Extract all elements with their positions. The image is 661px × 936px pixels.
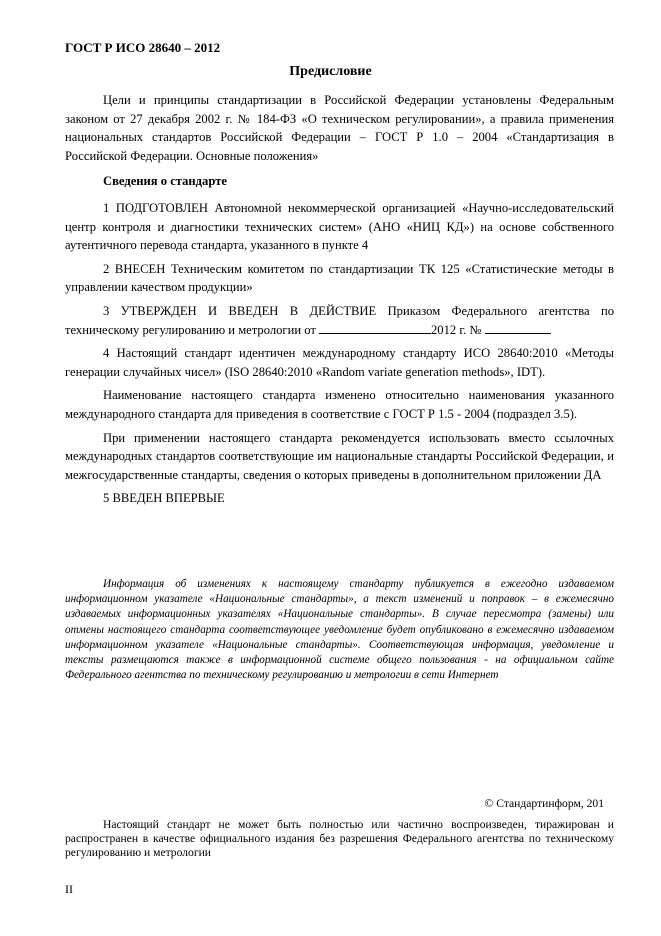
intro-paragraph: Цели и принципы стандартизации в Российской Федерации установлены Федеральным законом от 27 декабря 2002 г. № 184-ФЗ «О техническом регулировании», а правила применения национальных стандартов Российской Федерации – ГОСТ Р 1.0 – 2004 «Стандартизация в Российской Федерации. Основные положения» <box>65 93 614 163</box>
item-3-text-start: 3 УТВЕРЖДЕН И ВВЕДЕН В ДЕЙСТВИЕ Приказом Федерального агентства по техническому регулированию и метрологии от <box>65 303 614 337</box>
section-title: Сведения о стандарте <box>103 174 227 189</box>
item-4-paragraph: 4 Настоящий стандарт идентичен международному стандарту ИСО 28640:2010 «Методы генерации случайных чисел» (ISO 28640:2010 «Random variate generation methods», IDT). <box>65 346 614 379</box>
item-1-paragraph: 1 ПОДГОТОВЛЕН Автономной некоммерческой организацией «Научно-исследовательский центр контроля и диагностики технических систем» (АНО «НИЦ КД») на основе собственного аутентичного перевода стандарта, указанного в пункте 4 <box>65 200 614 253</box>
item-3-text-mid: 2012 г. № <box>431 322 482 337</box>
name-change-paragraph: Наименование настоящего стандарта изменено относительно наименования указанного международного стандарта для приведения в соответствие с ГОСТ Р 1.5 - 2004 (подраздел 3.5). <box>65 388 614 421</box>
reproduction-notice: Настоящий стандарт не может быть полностью или частично воспроизведен, тиражирован и распространен в качестве официального издания без разрешения Федерального агентства по техническому регулированию и метрологии <box>65 818 614 860</box>
changes-info-note: Информация об изменениях к настоящему стандарту публикуется в ежегодно издаваемом информационном указателе «Национальные стандарты», а текст изменений и поправок – в ежемесячно издаваемых информационных указателях «Национальные стандарты». В случае пересмотра (замены) или отмены настоящего стандарта соответствующее уведомление будет опубликовано в ежемесячно издаваемом информационном указателе «Национальные стандарты». Соответствующая информация, уведомление и тексты размещаются также в информационной системе общего пользования - на официальном сайте Федерального агентства по техническому регулированию и метрологии в сети Интернет <box>65 578 614 682</box>
foreword-body <box>65 91 614 508</box>
date-blank-line <box>319 321 431 334</box>
standard-code-header: ГОСТ Р ИСО 28640 – 2012 <box>65 40 221 55</box>
item-2-paragraph: 2 ВНЕСЕН Техническим комитетом по стандартизации ТК 125 «Статистические методы в управлении качеством продукции» <box>65 261 614 295</box>
item-5-paragraph: 5 ВВЕДЕН ВПЕРВЫЕ <box>103 491 225 506</box>
item-3-paragraph <box>65 302 614 339</box>
copyright-line: © Стандартинформ, 201 <box>484 797 604 810</box>
page-number: II <box>65 882 73 896</box>
application-paragraph: При применении настоящего стандарта рекомендуется использовать вместо ссылочных международных стандартов соответствующие им национальные стандарты Российской Федерации, и межгосударственные стандарты, сведения о которых приведены в дополнительном приложении ДА <box>65 430 614 482</box>
page-title: Предисловие <box>289 64 372 79</box>
number-blank-line <box>485 321 551 334</box>
